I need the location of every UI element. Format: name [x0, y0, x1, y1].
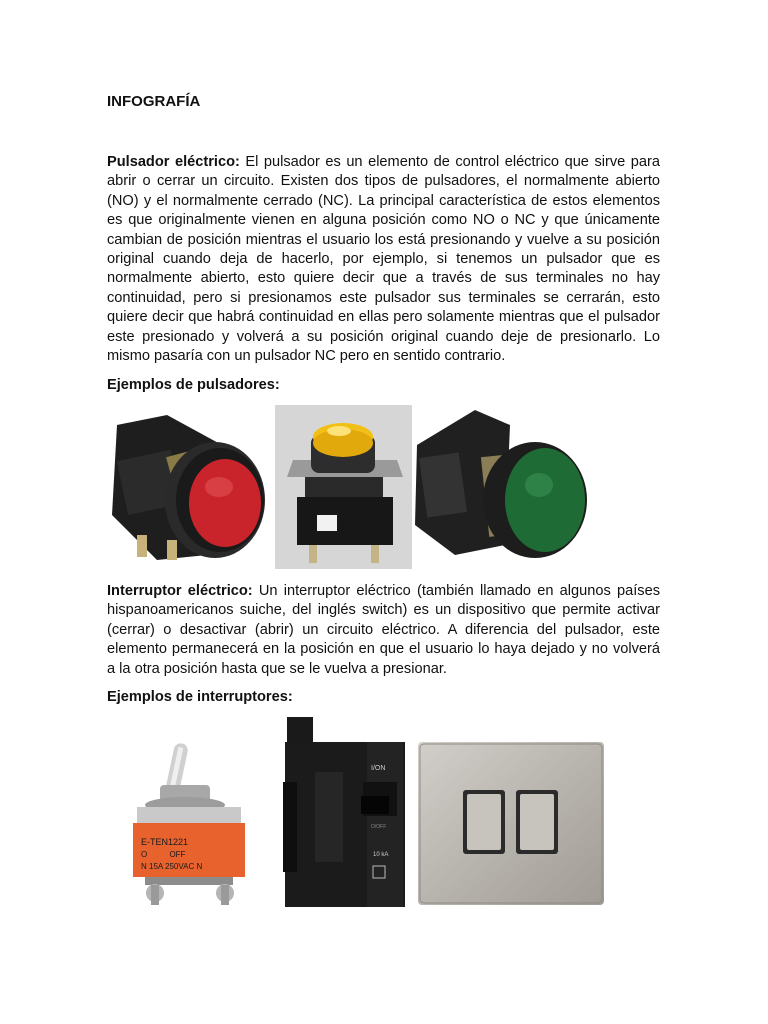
- interruptor-label: Interruptor eléctrico:: [107, 583, 253, 599]
- pulsador-paragraph: [107, 153, 660, 366]
- breaker-on-label: I/ON: [371, 765, 386, 772]
- red-pushbutton-image: [107, 405, 269, 567]
- interruptor-paragraph: [107, 582, 660, 679]
- pulsador-label: Pulsador eléctrico:: [107, 154, 240, 170]
- breaker-off-label: O/OFF: [371, 824, 387, 830]
- switch-model-label: E-TEN1221: [141, 837, 189, 847]
- green-pushbutton-image: [415, 405, 587, 565]
- switch-rating-label: N 15A 250VAC N: [141, 862, 203, 871]
- page-title: INFOGRAFÍA: [107, 93, 201, 110]
- breaker-rating-label: 10 kA: [373, 852, 389, 858]
- wall-switch-image: [418, 742, 604, 905]
- interruptor-text: Un interruptor eléctrico (también llamado en algunos países hispanoamericanos suiche, del inglés switch) es un dispositivo que permite activar (cerrar) o desactivar (abrir) un circuito eléctrico. A diferencia del pulsador, este elemento permanecerá en la posición en que el usuario lo haya dejado y no volverá a la otra posición hasta que se le vuelva a presionar.: [107, 583, 660, 677]
- switch-onoff-label: O OFF: [141, 850, 186, 859]
- pulsador-text: El pulsador es un elemento de control eléctrico que sirve para abrir o cerrar un circuito. Existen dos tipos de pulsadores, el normalmente abierto (NO) y el normalmente cerrado (NC). La principal característica de estos elementos es que originalmente vienen en alguna posición como NO o NC y que únicamente cambian de posición mientras el usuario los está presionando y vuelve a su posición original cuando deja de hacerlo, por ejemplo, si tenemos un pulsador que es normalmente abierto, esto quiere decir que a través de sus terminales no hay continuidad, pero si presionamos este pulsador sus terminales se cerrarán, esto quiere decir que habrá continuidad en ellas pero solamente mientras que el pulsador este presionado y volverá a su posición original cuando deje de presionarlo. Lo mismo pasaría con un pulsador NC pero en sentido contrario.: [107, 154, 660, 365]
- ejemplos-pulsadores-heading: Ejemplos de pulsadores:: [107, 377, 280, 393]
- yellow-pilot-lamp-image: [275, 405, 412, 569]
- ejemplos-interruptores-heading: Ejemplos de interruptores:: [107, 689, 293, 705]
- circuit-breaker-image: [275, 712, 412, 912]
- toggle-switch-image: [125, 735, 250, 910]
